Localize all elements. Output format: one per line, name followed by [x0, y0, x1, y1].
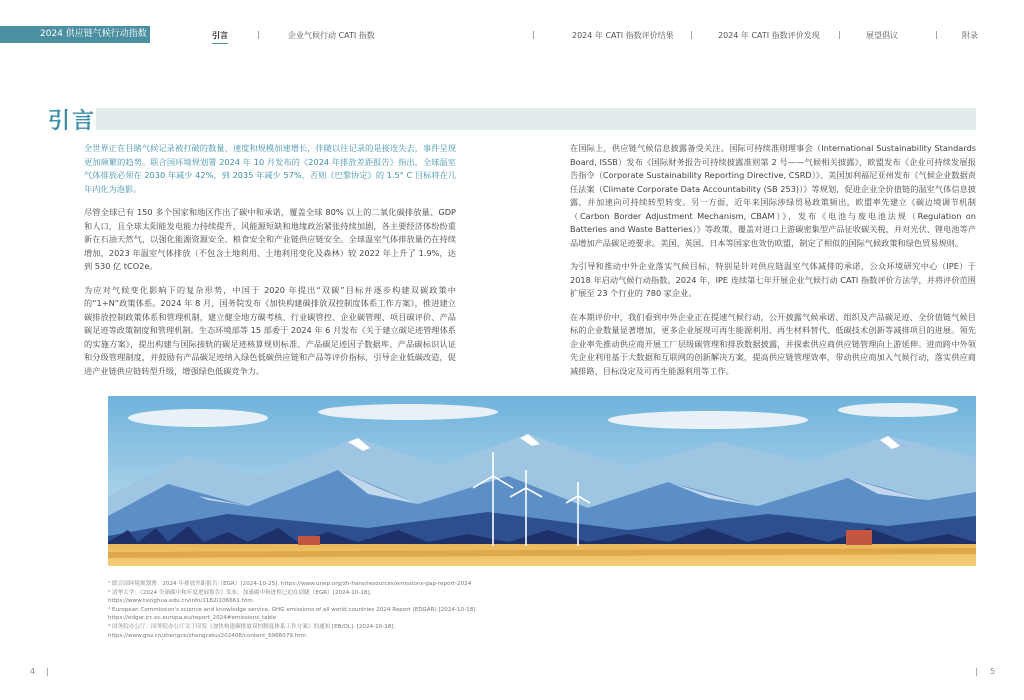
report-badge: 2024 供应链气候行动指数 [0, 26, 150, 43]
nav-separator: | [935, 30, 938, 39]
nav-separator: | [257, 30, 260, 39]
footnote-link[interactable]: https://www.gov.cn/zhengce/zhengceku/202408/content_6966079.htm [108, 632, 306, 639]
nav-separator: | [838, 30, 841, 39]
footnote: ⁴ 国务院办公厅：国务院办公厅关于印发《加快构建碳排放双控制度体系工作方案》的通知 [EB/OL]. [2024-10-18]. [108, 623, 396, 630]
section-title: 引言 [48, 109, 97, 134]
footnote-link[interactable]: https://edgar.jrc.ec.europa.eu/report_2024#emissions_table [108, 615, 277, 622]
footnote: ² 清华大学：《2024 全球碳中和年度进展报告》发布，加速碳中和进程已迫在眉睫（EGR）[2024-10-18]. [108, 589, 372, 596]
right-text-column [570, 142, 976, 388]
nav-item-2024-findings[interactable]: 2024 年 CATI 指数评价发现 [718, 31, 820, 40]
nav-separator: | [532, 30, 535, 39]
nav-item-introduction[interactable]: 引言 [212, 31, 228, 40]
top-navigation [0, 30, 1024, 44]
page-number-left: 4 [30, 667, 36, 676]
nav-item-cati-index[interactable]: 企业气候行动 CATI 指数 [288, 31, 375, 40]
active-nav-underline [212, 43, 228, 44]
nav-item-2024-results[interactable]: 2024 年 CATI 指数评价结果 [572, 31, 674, 40]
body-paragraph: 为应对气候变化影响下的复杂形势，中国于 2020 年提出“双碳”目标并逐步构建双碳政策中的“1+N”政策体系。2024 年 8 月，国务院发布《加快构建碳排放双控制度体系工作方案》，推进建立碳排放控制政策体系和管理机制，建立健全地方碳考核、行业碳管控、企业碳管理、项目碳评价、产品碳足迹等政策制度和管理机制。生态环境部等 15 部委于 2024 年 6 月发布《关于建立碳足迹管理体系的实施方案》，提出构建与国际接轨的碳足迹核算规则标准、产品碳足迹因子数据库、产品碳标识认证和分级管理制度，并鼓励有产品碳足迹纳入绿色低碳供应链和产品等评价指标，引导企业低碳改造，促进产业链供应链转型升级，增强绿色低碳竞争力。 [84, 284, 456, 376]
left-text-column [84, 142, 456, 388]
footnote-link[interactable]: https://www.tsinghua.edu.cn/info/1182/106661.htm [108, 598, 253, 605]
landscape-illustration [108, 396, 976, 566]
page-divider-right: | [975, 667, 978, 676]
section-title-band [96, 108, 976, 130]
body-paragraph: 在国际上，供应链气候信息披露备受关注。国际可持续准则理事会（International Sustainability Standards Board, ISSB）发布《国际财务报告可持续披露准则第 2 号——气候相关披露》，欧盟发布《企业可持续发展报告指令（Corporate Sustainability Reporting Directive, CSRD）》、美国加利福尼亚州发布《气候企业数据责任法案（Climate Corporate Data Accountability (SB 253)）》等规划，促进企业全价值链的温室气体信息披露，并加速向可持续转型转变。另一方面，近年来国际涉绿贸易政策频出，欧盟率先建立《碳边境调节机制（Carbon Border Adjustment Mechanism, CBAM）》，发布《电池与废电池法规（Regulation on Batteries and Waste Batteries）》等政策，覆盖对进口上游碳密集型产品征收碳关税，并对光伏、锂电池等产品增加产品碳足迹要求。美国、英国、日本等国家也效仿欧盟，制定了相似的国际气候政策和绿色贸易规则。 [570, 143, 976, 248]
page-number-right: 5 [990, 667, 996, 676]
top-bar [0, 0, 1024, 46]
body-paragraph: 在本期评价中，我们看到中外企业正在提速气候行动，公开披露气候承诺、组织及产品碳足迹、全价值链气候目标的企业数量显著增加，更多企业展现可再生能源利用、再生材料替代、低碳技术创新等减排项目的进展。领先企业率先推动供应商开展工厂层级碳管理和排放数据披露，并探索供应商供应链管理向上游延伸。进而跨中外领先企业利用基于大数据和互联网的创新解决方案，提高供应链管理效率，带动供应商加入气候行动，落实供应商减排路、目标设定及可再生能源利用等工作。 [570, 311, 976, 376]
nav-item-outlook[interactable]: 展望倡议 [866, 31, 898, 40]
lead-paragraph: 全世界正在目睹气候记录被打破的数量、速度和规模加速增长，伴随以往记录的是接连失去，事件呈现更加频繁的趋势。联合国环境规划署 2024 年 10 月发布的《2024 年排放差距报告》指出，全球温室气体排放必须在 2030 年减少 42%，到 2035 年减少 57%，否则《巴黎协定》的 1.5° C 目标将在几年内化为泡影。 [84, 143, 456, 194]
body-paragraph: 尽管全球已有 150 多个国家和地区作出了碳中和承诺，覆盖全球 80% 以上的二氧化碳排放量、GDP 和人口，且全球太阳能发电能力持续提升，风能源短缺和地缘政治紧张持续加剧，各主要经济体纷纷重新在石油天然气，以强化能源资源安全、粮食安全和产业链供应链安全。全球温室气体排放量仍在持续增加，2023 年温室气体排放（不包含土地利用、土地利用变化及森林）较 2022 年上升了 1.9%，达到 530 亿 tCO2e。 [84, 207, 456, 271]
footnotes [108, 580, 528, 640]
mountain-wind-turbine-illustration [108, 396, 976, 566]
page-divider-left: | [46, 667, 49, 676]
nav-separator: | [690, 30, 693, 39]
footnote: ¹ 联合国环境规划署：2024 年排放差距报告（EGR）[2024-10-25]. https://www.unep.org/zh-hans/resources/emissions-gap-report-2024 [108, 581, 472, 587]
nav-item-appendix[interactable]: 附录 [962, 31, 978, 40]
body-paragraph: 为引导和推动中外企业落实气候目标，特别是针对供应链温室气体减排的承诺，公众环境研究中心（IPE）于 2018 年启动气候行动指数。2024 年，IPE 连续第七年开展企业气候行动 CATI 指数评价方法学，并将评价范围扩展至 23 个行业的 780 家企业。 [570, 261, 976, 298]
footnote: ³ European Commission's science and knowledge service. GHG emissions of all world countries 2024 Report (EDGAR) [2024-10-18]. [108, 606, 478, 613]
